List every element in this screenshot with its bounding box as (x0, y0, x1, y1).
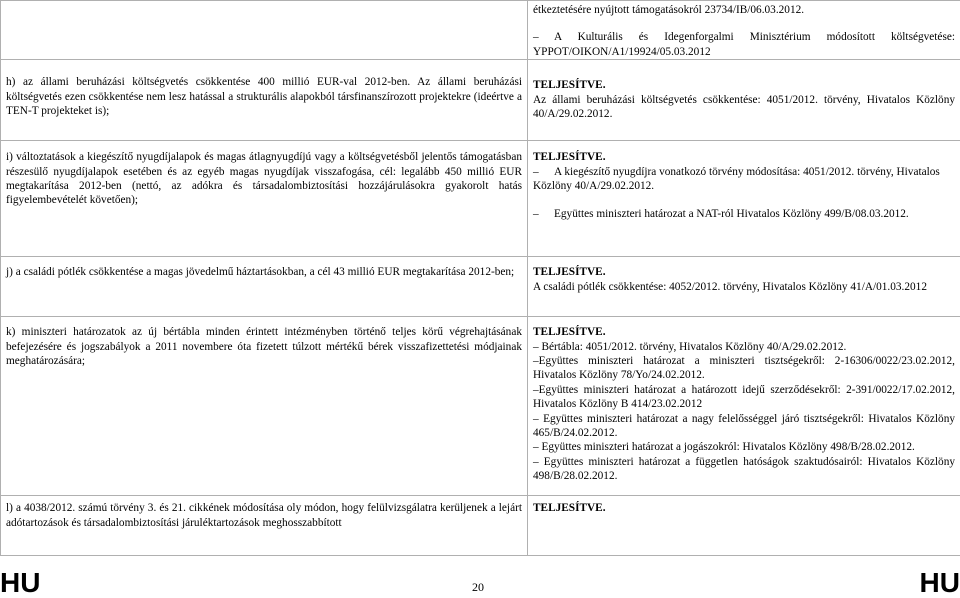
measure-k-item: – Együttes miniszteri határozat a jogászokról: Hivatalos Közlöny 498/B/28.02.2012. (533, 440, 955, 454)
measure-k-item: – Bértábla: 4051/2012. törvény, Hivatalos Közlöny 40/A/29.02.2012. (533, 340, 955, 354)
measure-k-item: –Együttes miniszteri határozat a miniszteri tisztségekről: 2-16306/0022/23.02.2012, Hivatalos Közlöny 78/Yo/24.02.2012. (533, 354, 955, 383)
table-row (1, 257, 960, 317)
row-1-right-cell (528, 1, 960, 60)
measure-k-item: –Együttes miniszteri határozat a határozott idejű szerződésekről: 2-391/0022/17.02.2012, Hivatalos Közlöny B 414/23.02.2012 (533, 383, 955, 412)
measure-h-implementation: Az állami beruházási költségvetés csökkentése: 4051/2012. törvény, Hivatalos Közlöny 40/A/29.02.2012. (533, 93, 955, 122)
row-k-left-cell (1, 317, 528, 496)
measure-i-item-1: – A kiegészítő nyugdíjra vonatkozó törvény módosítása: 4051/2012. törvény, Hivatalos Közlöny 40/A/29.02.2012. (533, 165, 955, 194)
language-code-right: HU (920, 568, 960, 598)
status-completed: TELJESÍTVE. (533, 265, 955, 279)
measure-i-text: i) változtatások a kiegészítő nyugdíjalapok és magas átlagnyugdíjú vagy a költségvetésből jelentős támogatásban részesülő nyugdíjalapok esetében és az egyéb magas nyugdíjak visszafogása, cél: legalább 450 millió EUR megtakarítása 2012-ben (nettó, az adókra és társadalombiztosítási hozzájárulásokra gyakorolt hatás figyelembevételét követően); (6, 150, 522, 208)
measure-l-text: l) a 4038/2012. számú törvény 3. és 21. cikkének módosítása oly módon, hogy felülvizsgálatra kerüljenek a lejárt adótartozások és társadalombiztosítási járuléktartozások meghosszabbított (6, 501, 522, 530)
status-completed: TELJESÍTVE. (533, 325, 955, 339)
table-row (1, 496, 960, 556)
measure-j-text: j) a családi pótlék csökkentése a magas jövedelmű háztartásokban, a cél 43 millió EUR megtakarítása 2012-ben; (6, 265, 522, 279)
page-number: 20 (472, 580, 484, 595)
row-k-right-cell (528, 317, 960, 496)
row-i-left-cell (1, 141, 528, 257)
row-j-right-cell (528, 257, 960, 317)
measure-j-implementation: A családi pótlék csökkentése: 4052/2012. törvény, Hivatalos Közlöny 41/A/01.03.2012 (533, 280, 955, 294)
row-h-right-cell (528, 60, 960, 141)
table-row (1, 317, 960, 496)
status-completed: TELJESÍTVE. (533, 150, 955, 164)
status-completed: TELJESÍTVE. (533, 78, 955, 92)
measure-k-text: k) miniszteri határozatok az új bértábla minden érintett intézményben történő teljes körű végrehajtásának befejezésére és jogszabályok a 2011 novembere óta fizetett túlzott mértékű bérek visszafizettetési módjainak meghatározására; (6, 325, 522, 368)
table-row (1, 1, 960, 60)
measure-h-text: h) az állami beruházási költségvetés csökkentése 400 millió EUR-val 2012-ben. Az állami beruházási költségvetés ezen csökkentése nem lesz hatással a strukturális alapokból társfinanszírozott projektekre (ideértve a TEN-T projekteket is); (6, 75, 522, 118)
row-i-right-cell (528, 141, 960, 257)
measure-i-item-2: – Együttes miniszteri határozat a NAT-ról Hivatalos Közlöny 499/B/08.03.2012. (533, 207, 955, 221)
ministry-budget-text: – A Kulturális és Idegenforgalmi Minisztérium módosított költségvetése: YPPOT/OIKON/A1/19924/05.03.2012 (533, 30, 955, 59)
row-l-left-cell (1, 496, 528, 556)
table-row (1, 60, 960, 141)
row-j-left-cell (1, 257, 528, 317)
status-completed: TELJESÍTVE. (533, 501, 955, 515)
measure-k-item: – Együttes miniszteri határozat a független hatóságok szaktudósairól: Hivatalos Közlöny 498/B/28.02.2012. (533, 455, 955, 484)
table-row (1, 141, 960, 257)
measure-k-item: – Együttes miniszteri határozat a nagy felelősséggel járó tisztségekről: Hivatalos Közlöny 465/B/24.02.2012. (533, 412, 955, 441)
row-1-left-cell (1, 1, 528, 60)
language-code-left: HU (0, 568, 40, 598)
row-l-right-cell (528, 496, 960, 556)
previous-reference-text: étkeztetésére nyújtott támogatásokról 23734/IB/06.03.2012. (533, 3, 955, 17)
row-h-left-cell (1, 60, 528, 141)
